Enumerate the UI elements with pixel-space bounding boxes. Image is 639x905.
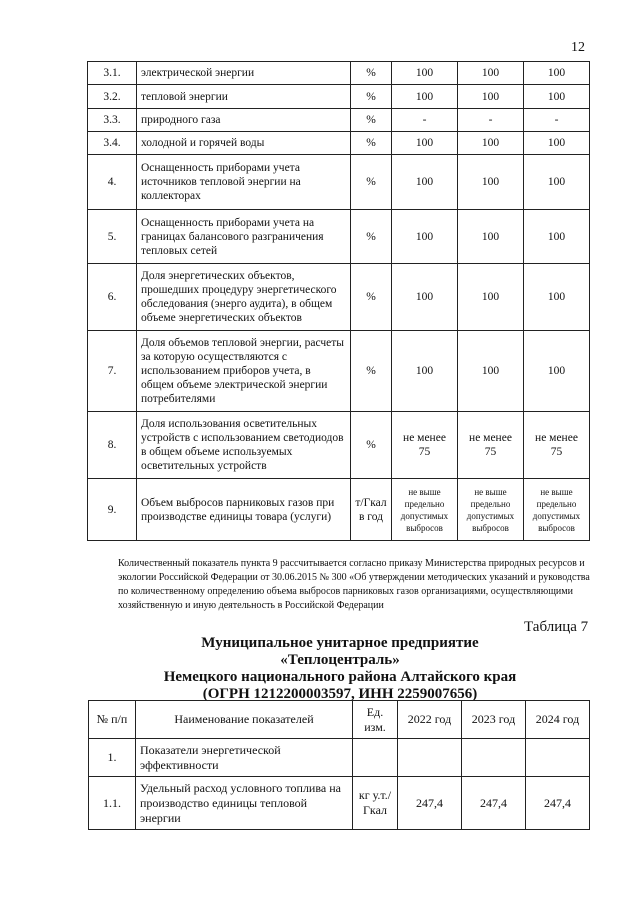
table-header-row [89, 701, 590, 739]
indicator-name: природного газа [137, 109, 351, 132]
page-number: 12 [571, 40, 585, 55]
header-name: Наименование показателей [136, 701, 353, 739]
table-row [88, 412, 590, 479]
value-2024: не выше предельно допустимых выбросов [524, 479, 590, 541]
value-2022: 100 [392, 132, 458, 155]
unit: % [351, 85, 392, 109]
indicator-name: Доля объемов тепловой энергии, расчеты за которую осуществляются с использованием приборов учета, в общем объеме электрической энергии потребителями [137, 331, 351, 412]
table-row [88, 109, 590, 132]
header-number: № п/п [89, 701, 136, 739]
indicators-table-continued [87, 61, 590, 541]
value-2023 [462, 739, 526, 777]
table-row [88, 155, 590, 210]
table-label: Таблица 7 [524, 619, 589, 635]
value-2024: 100 [524, 210, 590, 264]
value-2023: 100 [458, 155, 524, 210]
value-2022: 100 [392, 62, 458, 85]
table-row [88, 62, 590, 85]
organization-title [140, 635, 540, 703]
indicator-name: электрической энергии [137, 62, 351, 85]
indicator-name: Удельный расход условного топлива на производство единицы тепловой энергии [136, 777, 353, 830]
row-number: 1.1. [89, 777, 136, 830]
value-2024: 100 [524, 132, 590, 155]
value-2023: не менее 75 [458, 412, 524, 479]
unit: % [351, 331, 392, 412]
table-row [88, 479, 590, 541]
value-2022: 100 [392, 155, 458, 210]
value-2024: 247,4 [526, 777, 590, 830]
row-number: 1. [89, 739, 136, 777]
value-2022: не выше предельно допустимых выбросов [392, 479, 458, 541]
header-unit: Ед. изм. [353, 701, 398, 739]
table-row [88, 132, 590, 155]
value-2022: 100 [392, 331, 458, 412]
row-number: 7. [88, 331, 137, 412]
row-number: 5. [88, 210, 137, 264]
org-title-line: Муниципальное унитарное предприятие «Теплоцентраль» [201, 635, 479, 668]
value-2023: 100 [458, 264, 524, 331]
value-2023: 100 [458, 85, 524, 109]
indicator-name: Оснащенность приборами учета на границах балансового разграничения тепловых сетей [137, 210, 351, 264]
row-number: 4. [88, 155, 137, 210]
value-2024: 100 [524, 155, 590, 210]
indicator-name: холодной и горячей воды [137, 132, 351, 155]
indicator-name: тепловой энергии [137, 85, 351, 109]
indicator-name: Оснащенность приборами учета источников тепловой энергии на коллекторах [137, 155, 351, 210]
unit: % [351, 412, 392, 479]
indicator-name: Объем выбросов парниковых газов при производстве единицы товара (услуги) [137, 479, 351, 541]
table-row [88, 264, 590, 331]
value-2024: 100 [524, 331, 590, 412]
energy-efficiency-table [88, 700, 590, 830]
indicator-name: Показатели энергетической эффективности [136, 739, 353, 777]
header-2023: 2023 год [462, 701, 526, 739]
indicator-name: Доля энергетических объектов, прошедших процедуру энергетического обследования (энерго аудита), в общем объеме энергетических объектов [137, 264, 351, 331]
row-number: 8. [88, 412, 137, 479]
value-2024: 100 [524, 264, 590, 331]
value-2023: 100 [458, 210, 524, 264]
value-2022 [398, 739, 462, 777]
table-row [89, 777, 590, 830]
value-2023: 100 [458, 132, 524, 155]
row-number: 9. [88, 479, 137, 541]
indicator-name: Доля использования осветительных устройств с использованием светодиодов в общем объеме используемых осветительных устройств [137, 412, 351, 479]
value-2022: 247,4 [398, 777, 462, 830]
header-2022: 2022 год [398, 701, 462, 739]
footnote: Количественный показатель пункта 9 рассчитывается согласно приказу Министерства природных ресурсов и экологии Российской Федерации от 30.06.2015 № 300 «Об утверждении методических указаний и руководства по количественному определению объема выбросов парниковых газов организациями, осуществляющими хозяйственную и иную деятельность в Российской Федерации [118, 558, 590, 611]
value-2024 [526, 739, 590, 777]
value-2022: 100 [392, 85, 458, 109]
value-2023: 100 [458, 62, 524, 85]
org-title-line: Немецкого национального района Алтайского края [163, 669, 517, 685]
value-2022: 100 [392, 210, 458, 264]
value-2022: - [392, 109, 458, 132]
value-2024: не менее 75 [524, 412, 590, 479]
unit: % [351, 132, 392, 155]
row-number: 3.1. [88, 62, 137, 85]
table-row [88, 331, 590, 412]
table-row [88, 210, 590, 264]
unit: т/Гкал в год [351, 479, 392, 541]
table-row [89, 739, 590, 777]
org-title-line: (ОГРН 1212200003597, ИНН 2259007656) [202, 686, 478, 702]
row-number: 3.4. [88, 132, 137, 155]
value-2023: - [458, 109, 524, 132]
header-2024: 2024 год [526, 701, 590, 739]
unit: % [351, 109, 392, 132]
table-row [88, 85, 590, 109]
unit: % [351, 62, 392, 85]
row-number: 3.2. [88, 85, 137, 109]
unit: % [351, 155, 392, 210]
value-2023: 100 [458, 331, 524, 412]
unit: кг у.т./ Гкал [353, 777, 398, 830]
value-2022: 100 [392, 264, 458, 331]
unit: % [351, 210, 392, 264]
value-2023: не выше предельно допустимых выбросов [458, 479, 524, 541]
value-2024: - [524, 109, 590, 132]
value-2023: 247,4 [462, 777, 526, 830]
value-2022: не менее 75 [392, 412, 458, 479]
unit [353, 739, 398, 777]
row-number: 3.3. [88, 109, 137, 132]
value-2024: 100 [524, 85, 590, 109]
value-2024: 100 [524, 62, 590, 85]
row-number: 6. [88, 264, 137, 331]
unit: % [351, 264, 392, 331]
